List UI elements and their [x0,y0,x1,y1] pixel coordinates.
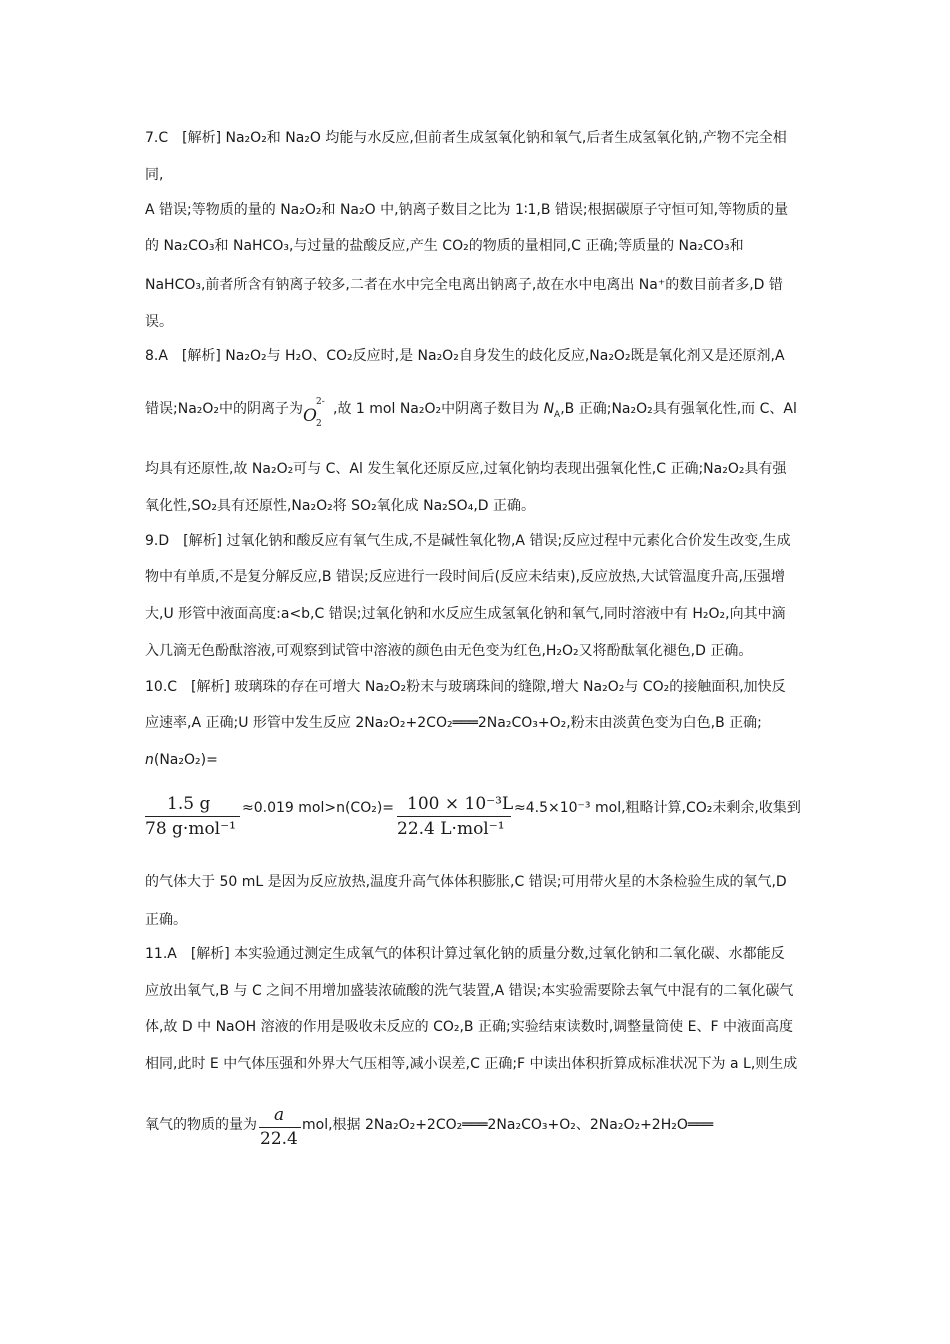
q10-line-1: 10.C [解析] 玻璃珠的存在可增大 Na₂O₂粉末与玻璃珠间的缝隙,增大 Na₂O₂与 CO₂的接触面积,加快反 [145,679,786,695]
q11-line-4: 相同,此时 E 中气体压强和外界大气压相等,减小误差,C 正确;F 中读出体积折算成标准状况下为 a L,则生成 [145,1056,798,1072]
q7-line-3: A 错误;等物质的量的 Na₂O₂和 Na₂O 中,钠离子数目之比为 1∶1,B 错误;根据碳原子守恒可知,等物质的量 [145,202,789,218]
q7-line-1: 7.C [解析] Na₂O₂和 Na₂O 均能与水反应,但前者生成氢氧化钠和氧气,后者生成氢氧化钠,产物不完全相 [145,130,787,146]
q9-line-2: 物中有单质,不是复分解反应,B 错误;反应进行一段时间后(反应未结束),反应放热,大试管温度升高,压强增 [145,569,785,585]
fraction-2-bar [397,816,511,817]
q10-mid-2: ≈4.5×10⁻³ mol,粗略计算,CO₂未剩余,收集到 [514,800,801,816]
q8-line-2-part-b: ,故 1 mol Na₂O₂中阴离子数目为 [333,401,544,417]
peroxide-ion [303,397,333,429]
q9-line-4: 入几滴无色酚酞溶液,可观察到试管中溶液的颜色由无色变为红色,H₂O₂又将酚酞氧化褪色,D 正确。 [145,643,753,659]
ion-sup: 2- [316,397,325,407]
q10-line-5: 的气体大于 50 mL 是因为反应放热,温度升高气体体积膨胀,C 错误;可用带火星的木条检验生成的氧气,D [145,874,787,890]
q11-line-1: 11.A [解析] 本实验通过测定生成氧气的体积计算过氧化钠的质量分数,过氧化钠和二氧化碳、水都能反 [145,946,785,962]
q8-line-2-part-c: ,B 正确;Na₂O₂具有强氧化性,而 C、Al [560,401,797,417]
avogadro-sub: A [554,409,561,420]
fraction-oxygen-moles [259,1103,301,1151]
q8-line-1: 8.A [解析] Na₂O₂与 H₂O、CO₂反应时,是 Na₂O₂自身发生的歧化反应,Na₂O₂既是氧化剂又是还原剂,A [145,348,785,364]
fraction-volume-over-molar-volume [397,790,514,840]
q7-line-5: NaHCO₃,前者所含有钠离子较多,二者在水中完全电离出钠离子,故在水中电离出 Na⁺的数目前者多,D 错 [145,277,783,293]
q8-line-4: 氧化性,SO₂具有还原性,Na₂O₂将 SO₂氧化成 Na₂SO₄,D 正确。 [145,498,535,514]
q10-line-3 [145,750,218,770]
q8-line-3: 均具有还原性,故 Na₂O₂可与 C、Al 发生氧化还原反应,过氧化钠均表现出强氧化性,C 正确;Na₂O₂具有强 [145,461,787,477]
fraction-1-numerator: 1.5 g [167,794,211,814]
fraction-2-numerator: 100 × 10⁻³L [407,794,514,814]
fraction-1-denominator: 78 g·mol⁻¹ [145,819,236,839]
fraction-mass-over-molar-mass [145,790,240,840]
q11-line-5-part-a: 氧气的物质的量为 [145,1117,257,1133]
q10-line-6: 正确。 [145,912,187,928]
q7-line-6: 误。 [145,314,173,330]
q7-line-4: 的 Na₂CO₃和 NaHCO₃,与过量的盐酸反应,产生 CO₂的物质的量相同,C 正确;等质量的 Na₂CO₃和 [145,238,744,254]
fraction-3-numerator: a [274,1105,285,1125]
q10-mid-1: ≈0.019 mol>n(CO₂)= [242,800,395,816]
fraction-1-bar [145,816,240,817]
q9-line-3: 大,U 形管中液面高度:a<b,C 错误;过氧化钠和水反应生成氢氧化钠和氧气,同时溶液中有 H₂O₂,向其中滴 [145,606,786,622]
q7-line-2: 同, [145,167,164,183]
fraction-2-denominator: 22.4 L·mol⁻¹ [397,819,505,839]
q11-line-5-part-b: mol,根据 2Na₂O₂+2CO₂═══2Na₂CO₃+O₂、2Na₂O₂+2H₂O═══ [302,1117,714,1133]
q8-line-2-part-a: 错误;Na₂O₂中的阴离子为 [145,401,304,417]
q10-n-text: (Na₂O₂)= [153,752,218,768]
fraction-3-bar [259,1127,301,1128]
q10-line-2: 应速率,A 正确;U 形管中发生反应 2Na₂O₂+2CO₂═══2Na₂CO₃+O₂,粉末由淡黄色变为白色,B 正确; [145,715,762,731]
q11-line-2: 应放出氧气,B 与 C 之间不用增加盛装浓硫酸的洗气装置,A 错误;本实验需要除去氧气中混有的二氧化碳气 [145,983,794,999]
ion-sub: 2 [316,419,322,429]
fraction-3-denominator: 22.4 [260,1129,298,1149]
avogadro-symbol: N [543,401,555,417]
ion-symbol: O [303,406,317,426]
n-symbol: n [145,752,154,768]
q9-line-1: 9.D [解析] 过氧化钠和酸反应有氧气生成,不是碱性氧化物,A 错误;反应过程中元素化合价发生改变,生成 [145,533,791,549]
q8-line-2 [145,397,797,429]
q11-line-3: 体,故 D 中 NaOH 溶液的作用是吸收未反应的 CO₂,B 正确;实验结束读数时,调整量筒使 E、F 中液面高度 [145,1019,793,1035]
